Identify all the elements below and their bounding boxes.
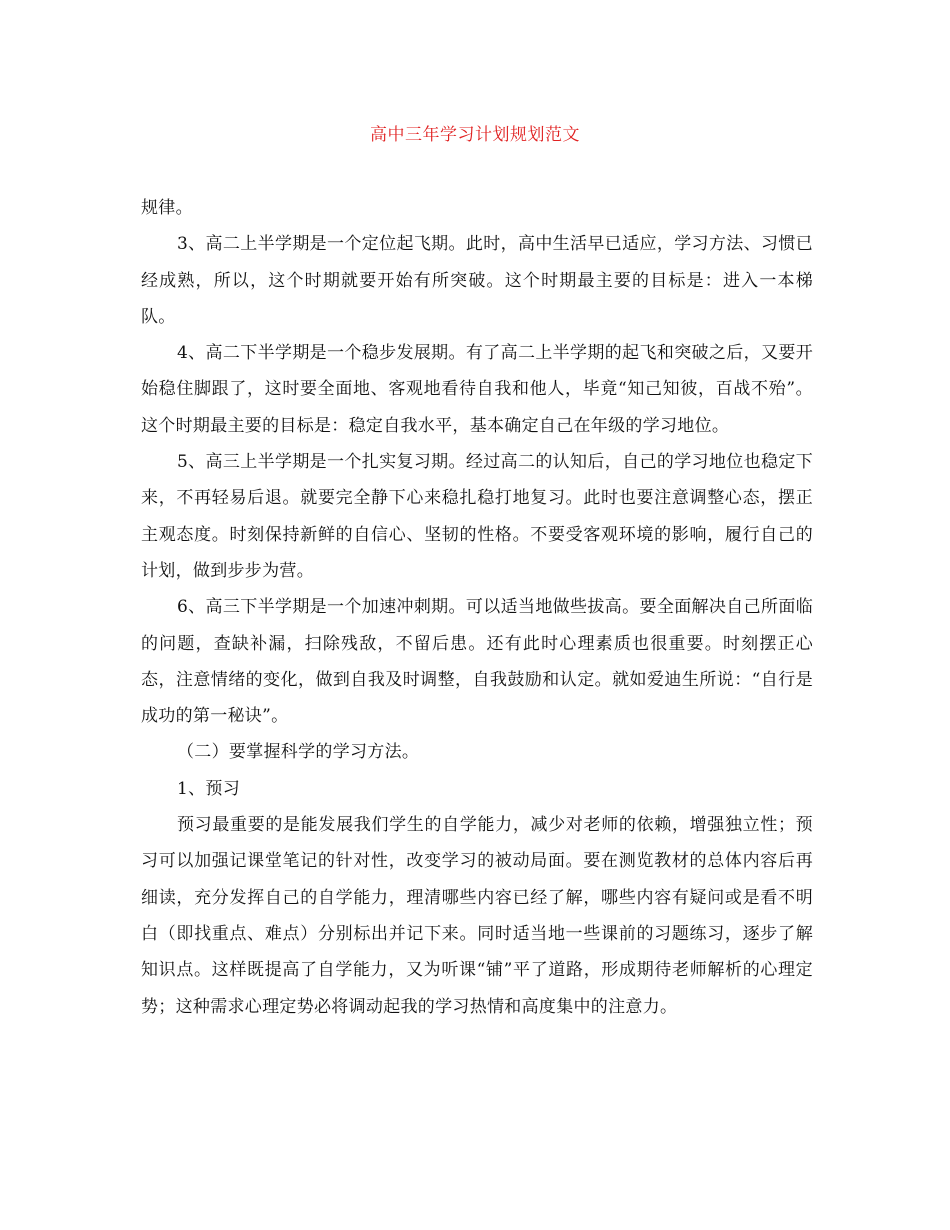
paragraph-item-5: 5、高三上半学期是一个扎实复习期。经过高二的认知后，自己的学习地位也稳定下来，不再轻易后退。就要完全静下心来稳扎稳打地复习。此时也要注意调整心态，摆正主观态度。时刻保持新鲜的自信心、坚韧的性格。不要受客观环境的影响，履行自己的计划，做到步步为营。 [141,452,813,581]
paragraph-item-3: 3、高二上半学期是一个定位起飞期。此时，高中生活早已适应，学习方法、习惯已经成熟，所以，这个时期就要开始有所突破。这个时期最主要的目标是：进入一本梯队。 [141,234,813,327]
document-body [141,190,813,1025]
document-title: 高中三年学习计划规划范文 [370,125,580,145]
paragraph-item-6: 6、高三下半学期是一个加速冲刺期。可以适当地做些拔高。要全面解决自己所面临的问题，查缺补漏，扫除残敌，不留后患。还有此时心理素质也很重要。时刻摆正心态，注意情绪的变化，做到自我及时调整，自我鼓励和认定。就如爱迪生所说：“自行是成功的第一秘诀”。 [141,597,813,727]
subheading-preview: 1、预习 [177,778,241,799]
paragraph-item-4: 4、高二下半学期是一个稳步发展期。有了高二上半学期的起飞和突破之后，又要开始稳住脚跟了，这时要全面地、客观地看待自我和他人，毕竟“知己知彼，百战不殆”。这个时期最主要的目标是：稳定自我水平，基本确定自己在年级的学习地位。 [141,343,813,436]
paragraph-continuation: 规律。 [141,198,193,218]
section-heading-methods: （二）要掌握科学的学习方法。 [177,742,420,763]
paragraph-preview: 预习最重要的是能发展我们学生的自学能力，减少对老师的依赖，增强独立性；预习可以加强记课堂笔记的针对性，改变学习的被动局面。要在测览教材的总体内容后再细读，充分发挥自己的自学能力，理清哪些内容已经了解，哪些内容有疑问或是看不明白（即找重点、难点）分别标出并记下来。同时适当地一些课前的习题练习，逐步了解知识点。这样既提高了自学能力，又为听课“铺”平了道路，形成期待老师解析的心理定势；这种需求心理定势必将调动起我的学习热情和高度集中的注意力。 [141,815,813,1017]
